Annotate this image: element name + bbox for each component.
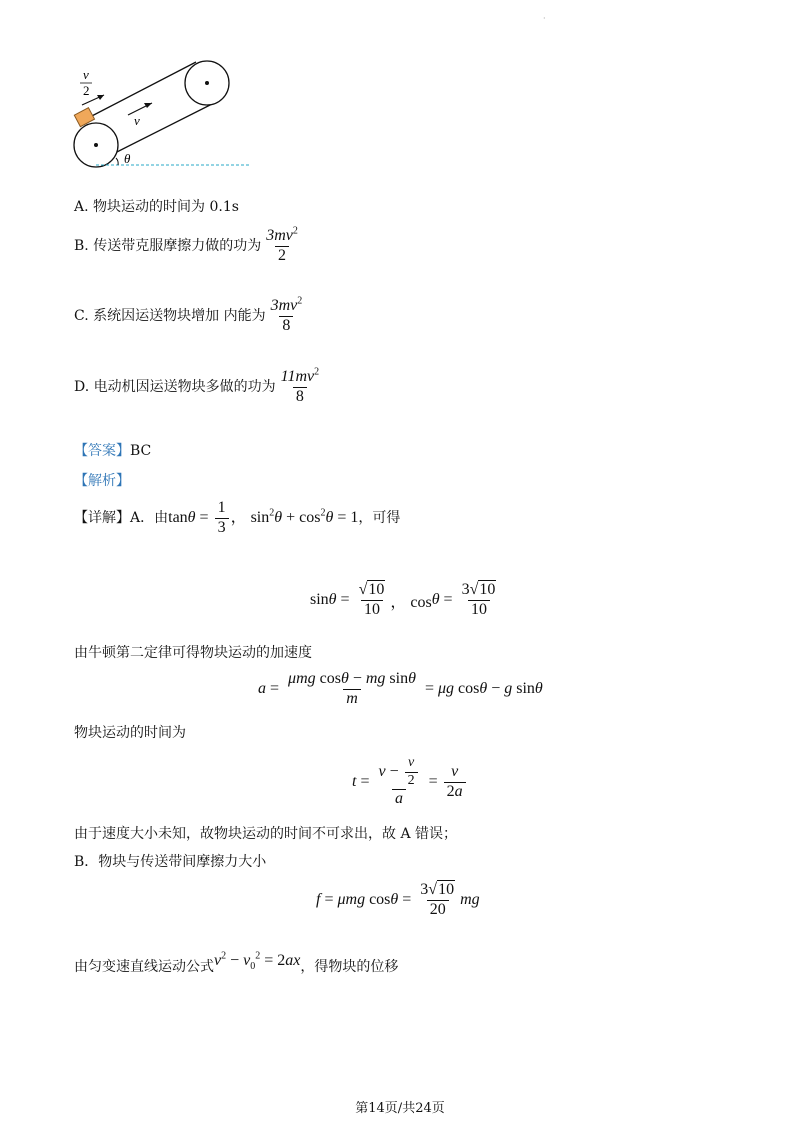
friction-equation: f = μmg cos θ = $\frac{3√10}{20}$ mg <box>316 881 480 918</box>
sin-cos-values: sin θ = $\frac{√10}{10}$ ， cos θ = $\frac{3√10}{10}$ <box>310 581 496 618</box>
detail-tag: 【详解】 <box>74 510 130 527</box>
analysis-line <box>74 474 130 488</box>
scan-mark: · <box>543 14 546 23</box>
detail-lead: A．由 <box>130 510 169 527</box>
page-footer: 第14页/共24页 <box>355 1101 445 1116</box>
unknown-text: 由于速度大小未知，故物块运动的时间不可求出，故 A 错误； <box>74 826 458 842</box>
belt-top-line <box>86 62 196 119</box>
belt-bottom-line <box>105 100 220 158</box>
label-theta: θ <box>124 151 131 166</box>
time-text: 物块运动的时间为 <box>74 725 186 741</box>
answer-tag: 【答案】 <box>74 443 130 459</box>
option-d-fraction: $\frac{11mv^2}{8}$ <box>280 366 320 405</box>
kinematics-line <box>74 950 399 976</box>
label-v: v <box>134 113 140 128</box>
detail-after: ，可得 <box>358 510 401 527</box>
option-c-fraction: $\frac{3mv^2}{8}$ <box>270 295 303 334</box>
conveyor-figure <box>60 55 260 180</box>
newton-text: 由牛顿第二定律可得物块运动的加速度 <box>74 645 312 661</box>
kinematics-pre: 由匀变速直线运动公式 <box>74 959 214 975</box>
friction-text: B．物块与传送带间摩擦力大小 <box>74 854 267 870</box>
analysis-tag: 【解析】 <box>74 473 130 489</box>
kinematics-formula: $v^2 - v_0^2 = 2ax$ <box>214 950 301 973</box>
answer-value: BC <box>130 443 152 459</box>
answer-line <box>74 444 151 458</box>
option-d <box>74 366 324 406</box>
acceleration-equation: a = $\frac{\text{μmg cosθ − mg sinθ}}{m}$ = μg cos θ − g sin θ <box>258 670 543 707</box>
kinematics-post: ，得物块的位移 <box>300 959 399 975</box>
label-v-den: 2 <box>83 83 90 98</box>
option-b-fraction: $\frac{3mv^2}{2}$ <box>266 225 298 264</box>
angle-arc <box>116 158 118 165</box>
option-d-text: D. 电动机因运送物块多做的功为 <box>74 379 276 396</box>
option-c <box>74 295 307 335</box>
tan-equation: tanθ = $\frac{1}{3}$ ， $\sin^2\theta + \cos^2\theta = 1$ <box>168 499 359 536</box>
time-equation: t = v − $\frac{v}{2}$ a = $\frac{v}{2a}$ <box>352 756 468 808</box>
option-c-text: C. 系统因运送物块增加 内能为 <box>74 308 266 325</box>
option-b <box>74 225 303 265</box>
option-b-text: B. 传送带克服摩擦力做的功为 <box>74 238 262 255</box>
option-a: A. 物块运动的时间为 0.1s <box>74 199 239 215</box>
label-v-num: v <box>83 67 89 82</box>
detail-line <box>74 500 400 537</box>
